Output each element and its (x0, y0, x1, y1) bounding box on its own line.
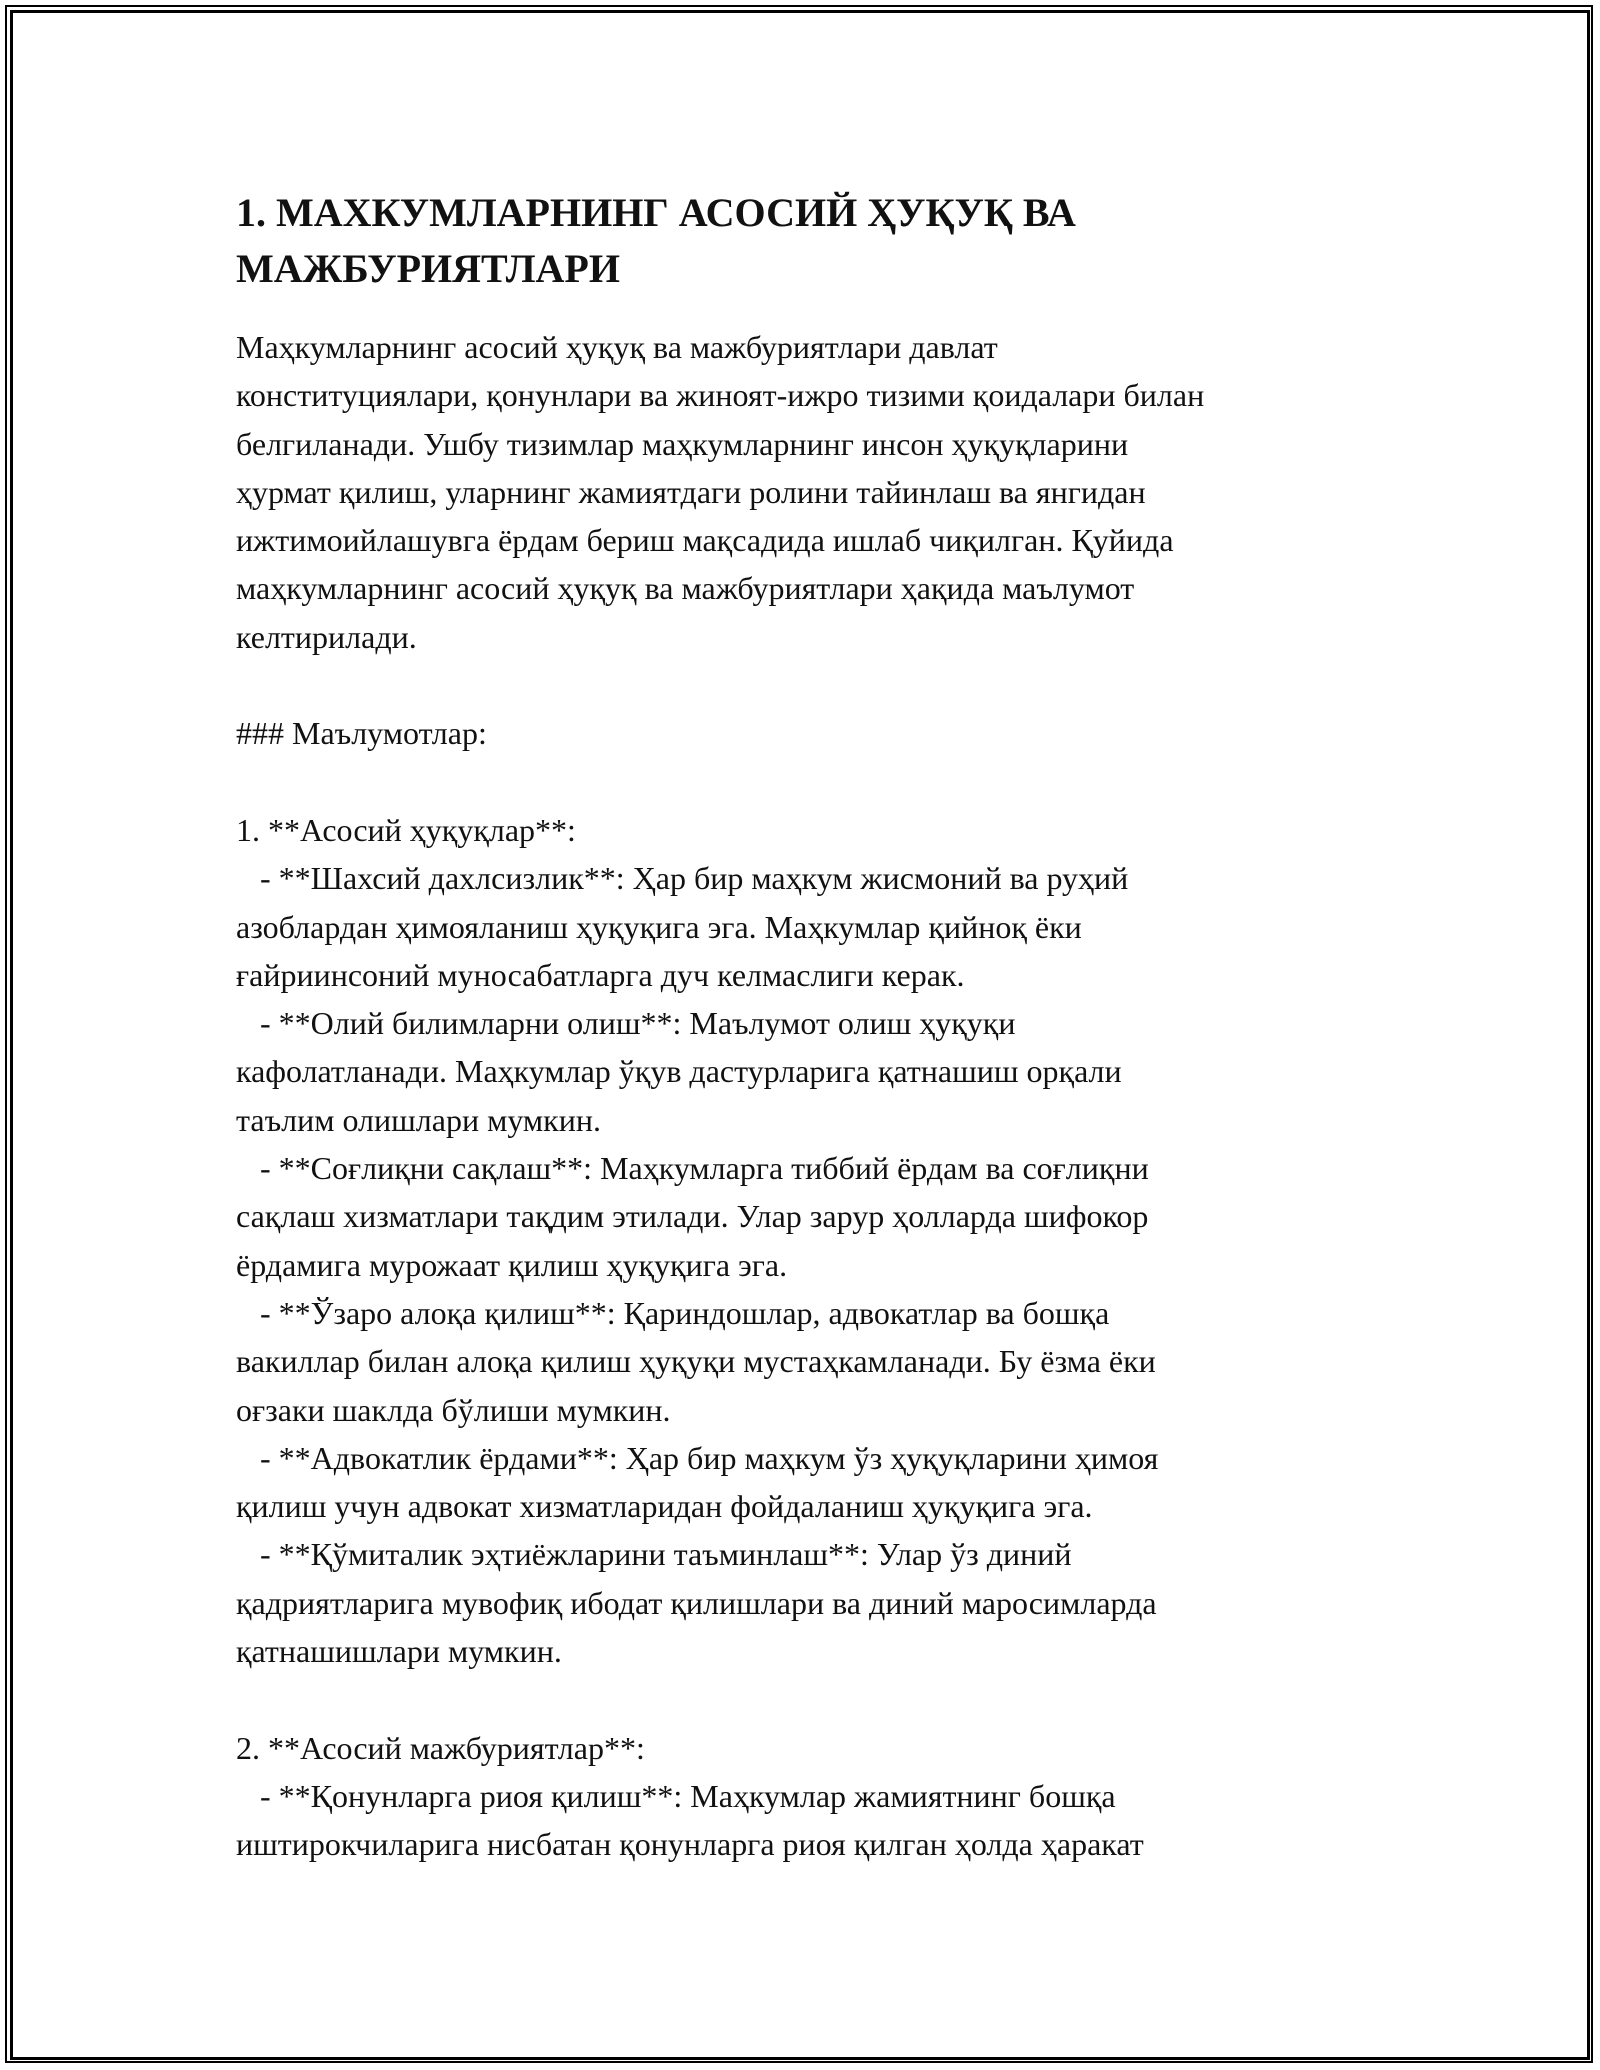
text-line: ҳурмат қилиш, уларнинг жамиятдаги ролини тайинлаш ва янгидан (236, 473, 1146, 510)
text-line: ёрдамига мурожаат қилиш ҳуқуқига эга. (236, 1246, 788, 1283)
text-line: оғзаки шаклда бўлиши мумкин. (236, 1391, 671, 1428)
text-line: қадриятларига мувофиқ ибодат қилишлари ва диний маросимларда (236, 1584, 1157, 1621)
text-line: - **Ўзаро алоқа қилиш**: Қариндошлар, адвокатлар ва бошқа (236, 1294, 1110, 1331)
text-line: сақлаш хизматлари тақдим этилади. Улар зарур ҳолларда шифокор (236, 1198, 1149, 1235)
section-heading: 2. **Асосий мажбуриятлар**: (236, 1729, 645, 1766)
text-line: - **Қўмиталик эҳтиёжларини таъминлаш**: Улар ўз диний (236, 1536, 1072, 1573)
title-line: 1. МАХКУМЛАРНИНГ АСОСИЙ ҲУҚУҚ ВА (236, 190, 1076, 235)
intro-paragraph (236, 323, 1376, 1869)
text-line: - **Олий билимларни олиш**: Маълумот олиш ҳуқуқи (236, 1005, 1016, 1042)
text-line: - **Қонунларга риоя қилиш**: Маҳкумлар жамиятнинг бошқа (236, 1777, 1116, 1814)
text-line: ғайриинсоний муносабатларга дуч келмаслиги керак. (236, 956, 965, 993)
info-heading: ### Маълумотлар: (236, 715, 487, 752)
text-line: конституциялари, қонунлари ва жиноят-ижро тизими қоидалари билан (236, 377, 1205, 414)
document-title (236, 185, 1376, 297)
text-line: вакиллар билан алоқа қилиш ҳуқуқи мустаҳкамланади. Бу ёзма ёки (236, 1343, 1156, 1380)
text-line: кафолатланади. Маҳкумлар ўқув дастурларига қатнашиш орқали (236, 1053, 1122, 1090)
text-line: - **Шахсий дахлсизлик**: Ҳар бир маҳкум жисмоний ва руҳий (236, 860, 1129, 897)
text-line: келтирилади. (236, 618, 417, 655)
text-line: иштирокчиларига нисбатан қонунларга риоя қилган ҳолда ҳаракат (236, 1826, 1144, 1863)
text-line: қатнашишлари мумкин. (236, 1633, 562, 1670)
text-line: қилиш учун адвокат хизматларидан фойдаланиш ҳуқуқига эга. (236, 1488, 1093, 1525)
text-line: азоблардан ҳимояланиш ҳуқуқига эга. Маҳкумлар қийноқ ёки (236, 908, 1082, 945)
title-line: МАЖБУРИЯТЛАРИ (236, 246, 620, 291)
text-line: ижтимоийлашувга ёрдам бериш мақсадида ишлаб чиқилган. Қуйида (236, 522, 1174, 559)
text-line: Маҳкумларнинг асосий ҳуқуқ ва мажбуриятлари давлат (236, 329, 998, 365)
text-line: маҳкумларнинг асосий ҳуқуқ ва мажбуриятлари ҳақида маълумот (236, 570, 1135, 607)
document-body (236, 185, 1376, 1869)
text-line: - **Адвокатлик ёрдами**: Ҳар бир маҳкум ўз ҳуқуқларини ҳимоя (236, 1439, 1159, 1476)
text-line: таълим олишлари мумкин. (236, 1101, 601, 1138)
text-line: - **Соғлиқни сақлаш**: Маҳкумларга тиббий ёрдам ва соғлиқни (236, 1150, 1149, 1187)
section-heading: 1. **Асосий ҳуқуқлар**: (236, 811, 576, 848)
text-line: белгиланади. Ушбу тизимлар маҳкумларнинг инсон ҳуқуқларини (236, 425, 1129, 462)
